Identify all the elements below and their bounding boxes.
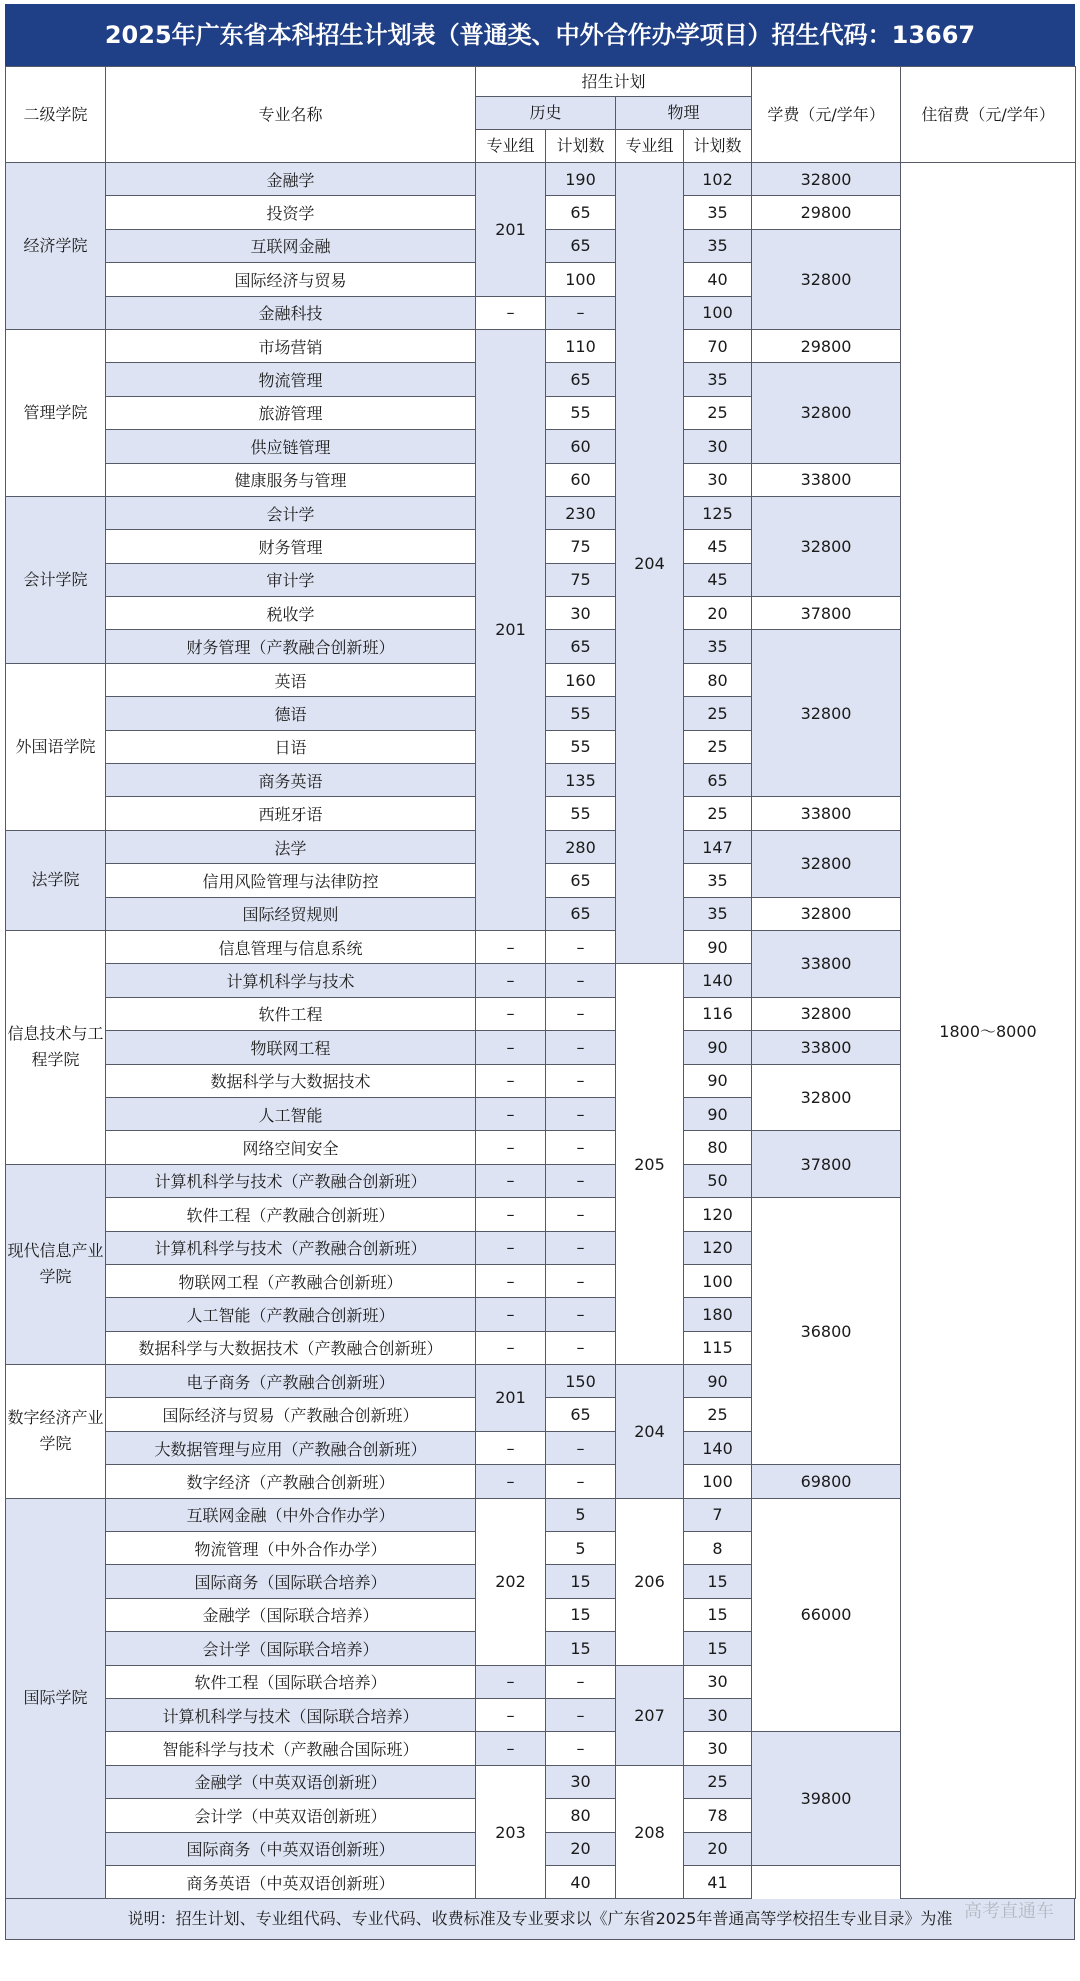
history-plan-count: –: [546, 1164, 616, 1197]
major-name: 互联网金融: [106, 229, 476, 262]
header-plan: 招生计划: [476, 67, 752, 97]
history-group-code: 203: [476, 1765, 546, 1899]
history-group-code: –: [476, 1198, 546, 1231]
header-tuition: 学费（元/学年）: [752, 67, 901, 163]
college-name: 国际学院: [6, 1498, 106, 1899]
physics-plan-count: 35: [684, 864, 752, 897]
header-college: 二级学院: [6, 67, 106, 163]
history-plan-count: –: [546, 1732, 616, 1765]
physics-group-code: 204: [616, 163, 684, 964]
major-name: 国际经贸规则: [106, 897, 476, 930]
major-name: 人工智能（产教融合创新班）: [106, 1298, 476, 1331]
physics-plan-count: 140: [684, 964, 752, 997]
physics-plan-count: 25: [684, 697, 752, 730]
major-name: 计算机科学与技术（产教融合创新班）: [106, 1164, 476, 1197]
history-plan-count: –: [546, 997, 616, 1030]
physics-plan-count: 8: [684, 1532, 752, 1565]
history-plan-count: 55: [546, 396, 616, 429]
major-name: 健康服务与管理: [106, 463, 476, 496]
tuition-fee: 37800: [752, 1131, 901, 1198]
history-plan-count: –: [546, 930, 616, 963]
history-plan-count: 55: [546, 797, 616, 830]
major-name: 会计学（中英双语创新班）: [106, 1799, 476, 1832]
college-name: 法学院: [6, 830, 106, 930]
history-plan-count: –: [546, 1131, 616, 1164]
major-name: 电子商务（产教融合创新班）: [106, 1365, 476, 1398]
tuition-fee: 32800: [752, 363, 901, 463]
history-group-code: –: [476, 1231, 546, 1264]
physics-plan-count: 35: [684, 897, 752, 930]
tuition-fee: 32800: [752, 1064, 901, 1131]
header-physics-group: 专业组: [616, 130, 684, 163]
page-title: 2025年广东省本科招生计划表（普通类、中外合作办学项目）招生代码：13667: [5, 4, 1075, 66]
major-name: 金融科技: [106, 296, 476, 329]
history-group-code: –: [476, 1331, 546, 1364]
history-group-code: –: [476, 1064, 546, 1097]
major-name: 商务英语: [106, 764, 476, 797]
history-group-code: –: [476, 930, 546, 963]
history-plan-count: –: [546, 1031, 616, 1064]
tuition-fee: 32800: [752, 496, 901, 596]
physics-plan-count: 40: [684, 263, 752, 296]
history-plan-count: 65: [546, 630, 616, 663]
history-plan-count: 55: [546, 697, 616, 730]
header-physics-count: 计划数: [684, 130, 752, 163]
major-name: 税收学: [106, 597, 476, 630]
physics-plan-count: 90: [684, 930, 752, 963]
physics-plan-count: 25: [684, 730, 752, 763]
history-plan-count: 65: [546, 196, 616, 229]
college-name: 管理学院: [6, 329, 106, 496]
major-name: 金融学（中英双语创新班）: [106, 1765, 476, 1798]
footnote-text: 说明：招生计划、专业组代码、专业代码、收费标准及专业要求以《广东省2025年普通高等学校招生专业目录》为准: [127, 1909, 953, 1929]
history-plan-count: 110: [546, 329, 616, 362]
major-name: 商务英语（中英双语创新班）: [106, 1865, 476, 1898]
history-plan-count: –: [546, 1064, 616, 1097]
physics-plan-count: 90: [684, 1031, 752, 1064]
physics-plan-count: 90: [684, 1097, 752, 1130]
physics-plan-count: 30: [684, 1732, 752, 1765]
major-name: 财务管理（产教融合创新班）: [106, 630, 476, 663]
tuition-fee: 32800: [752, 630, 901, 797]
history-group-code: –: [476, 1431, 546, 1464]
history-plan-count: 230: [546, 496, 616, 529]
major-name: 物流管理: [106, 363, 476, 396]
major-name: 金融学: [106, 163, 476, 196]
major-name: 会计学（国际联合培养）: [106, 1632, 476, 1665]
header-major: 专业名称: [106, 67, 476, 163]
history-plan-count: 65: [546, 1398, 616, 1431]
physics-plan-count: 35: [684, 229, 752, 262]
history-plan-count: –: [546, 1298, 616, 1331]
physics-plan-count: 120: [684, 1198, 752, 1231]
physics-plan-count: 100: [684, 1465, 752, 1498]
physics-plan-count: 70: [684, 329, 752, 362]
table-body: [6, 163, 1076, 1899]
physics-plan-count: 102: [684, 163, 752, 196]
major-name: 旅游管理: [106, 396, 476, 429]
tuition-fee: 32800: [752, 163, 901, 196]
history-plan-count: –: [546, 296, 616, 329]
major-name: 投资学: [106, 196, 476, 229]
header-history: 历史: [476, 97, 616, 130]
history-plan-count: 190: [546, 163, 616, 196]
history-plan-count: –: [546, 1097, 616, 1130]
major-name: 国际经济与贸易（产教融合创新班）: [106, 1398, 476, 1431]
history-plan-count: 15: [546, 1598, 616, 1631]
history-group-code: –: [476, 1298, 546, 1331]
major-name: 金融学（国际联合培养）: [106, 1598, 476, 1631]
history-group-code: 201: [476, 329, 546, 930]
physics-plan-count: 25: [684, 1398, 752, 1431]
college-name: 外国语学院: [6, 663, 106, 830]
history-plan-count: 15: [546, 1565, 616, 1598]
history-group-code: –: [476, 1131, 546, 1164]
table-row: [6, 163, 1076, 196]
physics-plan-count: 90: [684, 1365, 752, 1398]
history-plan-count: 75: [546, 563, 616, 596]
history-plan-count: 65: [546, 229, 616, 262]
tuition-fee: 36800: [752, 1198, 901, 1465]
major-name: 物联网工程: [106, 1031, 476, 1064]
major-name: 软件工程（产教融合创新班）: [106, 1198, 476, 1231]
tuition-fee: 33800: [752, 797, 901, 830]
history-group-code: –: [476, 1698, 546, 1731]
history-group-code: –: [476, 1031, 546, 1064]
physics-plan-count: 80: [684, 663, 752, 696]
physics-plan-count: 65: [684, 764, 752, 797]
major-name: 国际商务（中英双语创新班）: [106, 1832, 476, 1865]
physics-plan-count: 25: [684, 396, 752, 429]
physics-plan-count: 50: [684, 1164, 752, 1197]
history-plan-count: 5: [546, 1498, 616, 1531]
physics-plan-count: 45: [684, 530, 752, 563]
history-plan-count: 160: [546, 663, 616, 696]
physics-plan-count: 120: [684, 1231, 752, 1264]
major-name: 计算机科学与技术: [106, 964, 476, 997]
physics-plan-count: 15: [684, 1598, 752, 1631]
table-header: [6, 67, 1076, 163]
major-name: 计算机科学与技术（国际联合培养）: [106, 1698, 476, 1731]
history-group-code: –: [476, 1665, 546, 1698]
physics-plan-count: 115: [684, 1331, 752, 1364]
physics-plan-count: 45: [684, 563, 752, 596]
page: [5, 4, 1075, 1940]
physics-plan-count: 15: [684, 1565, 752, 1598]
major-name: 信用风险管理与法律防控: [106, 864, 476, 897]
major-name: 数字经济（产教融合创新班）: [106, 1465, 476, 1498]
major-name: 互联网金融（中外合作办学）: [106, 1498, 476, 1531]
physics-plan-count: 30: [684, 1665, 752, 1698]
major-name: 物流管理（中外合作办学）: [106, 1532, 476, 1565]
major-name: 英语: [106, 663, 476, 696]
major-name: 物联网工程（产教融合创新班）: [106, 1264, 476, 1297]
tuition-fee: 33800: [752, 1031, 901, 1064]
history-plan-count: 135: [546, 764, 616, 797]
history-plan-count: 40: [546, 1865, 616, 1898]
history-plan-count: –: [546, 1698, 616, 1731]
watermark: 高考直通车: [964, 1901, 1054, 1923]
physics-group-code: 205: [616, 964, 684, 1365]
history-plan-count: –: [546, 1465, 616, 1498]
physics-plan-count: 78: [684, 1799, 752, 1832]
physics-group-code: 204: [616, 1365, 684, 1499]
college-name: 数字经济产业学院: [6, 1365, 106, 1499]
history-group-code: –: [476, 964, 546, 997]
major-name: 数据科学与大数据技术: [106, 1064, 476, 1097]
tuition-fee: 29800: [752, 196, 901, 229]
footnote: [5, 1899, 1075, 1940]
physics-plan-count: 100: [684, 1264, 752, 1297]
history-plan-count: 20: [546, 1832, 616, 1865]
major-name: 网络空间安全: [106, 1131, 476, 1164]
history-plan-count: 30: [546, 597, 616, 630]
major-name: 日语: [106, 730, 476, 763]
history-plan-count: 75: [546, 530, 616, 563]
physics-plan-count: 15: [684, 1632, 752, 1665]
tuition-fee: 32800: [752, 997, 901, 1030]
physics-group-code: 208: [616, 1765, 684, 1899]
physics-plan-count: 25: [684, 797, 752, 830]
major-name: 信息管理与信息系统: [106, 930, 476, 963]
history-plan-count: 100: [546, 263, 616, 296]
tuition-fee: 32800: [752, 229, 901, 329]
history-plan-count: 55: [546, 730, 616, 763]
physics-plan-count: 116: [684, 997, 752, 1030]
header-physics: 物理: [616, 97, 752, 130]
major-name: 智能科学与技术（产教融合国际班）: [106, 1732, 476, 1765]
physics-plan-count: 20: [684, 597, 752, 630]
physics-plan-count: 100: [684, 296, 752, 329]
major-name: 人工智能: [106, 1097, 476, 1130]
history-group-code: –: [476, 1097, 546, 1130]
history-plan-count: 280: [546, 830, 616, 863]
major-name: 大数据管理与应用（产教融合创新班）: [106, 1431, 476, 1464]
major-name: 软件工程（国际联合培养）: [106, 1665, 476, 1698]
major-name: 市场营销: [106, 329, 476, 362]
physics-plan-count: 35: [684, 630, 752, 663]
history-plan-count: –: [546, 1331, 616, 1364]
physics-plan-count: 20: [684, 1832, 752, 1865]
major-name: 审计学: [106, 563, 476, 596]
major-name: 软件工程: [106, 997, 476, 1030]
physics-plan-count: 30: [684, 430, 752, 463]
physics-plan-count: 35: [684, 196, 752, 229]
major-name: 西班牙语: [106, 797, 476, 830]
history-plan-count: –: [546, 1431, 616, 1464]
history-plan-count: –: [546, 1264, 616, 1297]
physics-plan-count: 180: [684, 1298, 752, 1331]
college-name: 会计学院: [6, 496, 106, 663]
physics-group-code: 207: [616, 1665, 684, 1765]
history-plan-count: 80: [546, 1799, 616, 1832]
major-name: 供应链管理: [106, 430, 476, 463]
tuition-fee: 66000: [752, 1498, 901, 1732]
tuition-fee: 32800: [752, 897, 901, 930]
lodging-fee: 1800～8000: [901, 163, 1076, 1899]
history-plan-count: 65: [546, 864, 616, 897]
tuition-fee: 37800: [752, 597, 901, 630]
history-group-code: –: [476, 296, 546, 329]
history-group-code: –: [476, 1164, 546, 1197]
major-name: 国际商务（国际联合培养）: [106, 1565, 476, 1598]
history-group-code: –: [476, 1732, 546, 1765]
history-group-code: –: [476, 1264, 546, 1297]
history-plan-count: 150: [546, 1365, 616, 1398]
college-name: 信息技术与工程学院: [6, 930, 106, 1164]
history-plan-count: –: [546, 964, 616, 997]
enrollment-table: [5, 66, 1076, 1899]
tuition-fee: 39800: [752, 1732, 901, 1866]
physics-plan-count: 125: [684, 496, 752, 529]
history-group-code: 201: [476, 163, 546, 297]
tuition-fee: 33800: [752, 463, 901, 496]
history-plan-count: 65: [546, 897, 616, 930]
history-plan-count: –: [546, 1665, 616, 1698]
major-name: 计算机科学与技术（产教融合创新班）: [106, 1231, 476, 1264]
history-plan-count: 60: [546, 430, 616, 463]
physics-plan-count: 30: [684, 463, 752, 496]
history-group-code: 201: [476, 1365, 546, 1432]
tuition-fee: 33800: [752, 930, 901, 997]
header-lodging: 住宿费（元/学年）: [901, 67, 1076, 163]
college-name: 经济学院: [6, 163, 106, 330]
header-history-group: 专业组: [476, 130, 546, 163]
physics-plan-count: 41: [684, 1865, 752, 1898]
major-name: 数据科学与大数据技术（产教融合创新班）: [106, 1331, 476, 1364]
physics-plan-count: 90: [684, 1064, 752, 1097]
history-group-code: –: [476, 1465, 546, 1498]
history-plan-count: –: [546, 1198, 616, 1231]
physics-plan-count: 140: [684, 1431, 752, 1464]
physics-plan-count: 30: [684, 1698, 752, 1731]
history-group-code: 202: [476, 1498, 546, 1665]
major-name: 国际经济与贸易: [106, 263, 476, 296]
physics-plan-count: 80: [684, 1131, 752, 1164]
history-plan-count: 30: [546, 1765, 616, 1798]
history-group-code: –: [476, 997, 546, 1030]
tuition-fee: 29800: [752, 329, 901, 362]
history-plan-count: –: [546, 1231, 616, 1264]
history-plan-count: 15: [546, 1632, 616, 1665]
major-name: 德语: [106, 697, 476, 730]
history-plan-count: 5: [546, 1532, 616, 1565]
physics-plan-count: 147: [684, 830, 752, 863]
physics-plan-count: 7: [684, 1498, 752, 1531]
major-name: 法学: [106, 830, 476, 863]
header-history-count: 计划数: [546, 130, 616, 163]
history-plan-count: 65: [546, 363, 616, 396]
physics-plan-count: 35: [684, 363, 752, 396]
tuition-fee: 69800: [752, 1465, 901, 1498]
major-name: 会计学: [106, 496, 476, 529]
tuition-fee: 32800: [752, 830, 901, 897]
major-name: 财务管理: [106, 530, 476, 563]
college-name: 现代信息产业学院: [6, 1164, 106, 1364]
physics-group-code: 206: [616, 1498, 684, 1665]
physics-plan-count: 25: [684, 1765, 752, 1798]
history-plan-count: 60: [546, 463, 616, 496]
